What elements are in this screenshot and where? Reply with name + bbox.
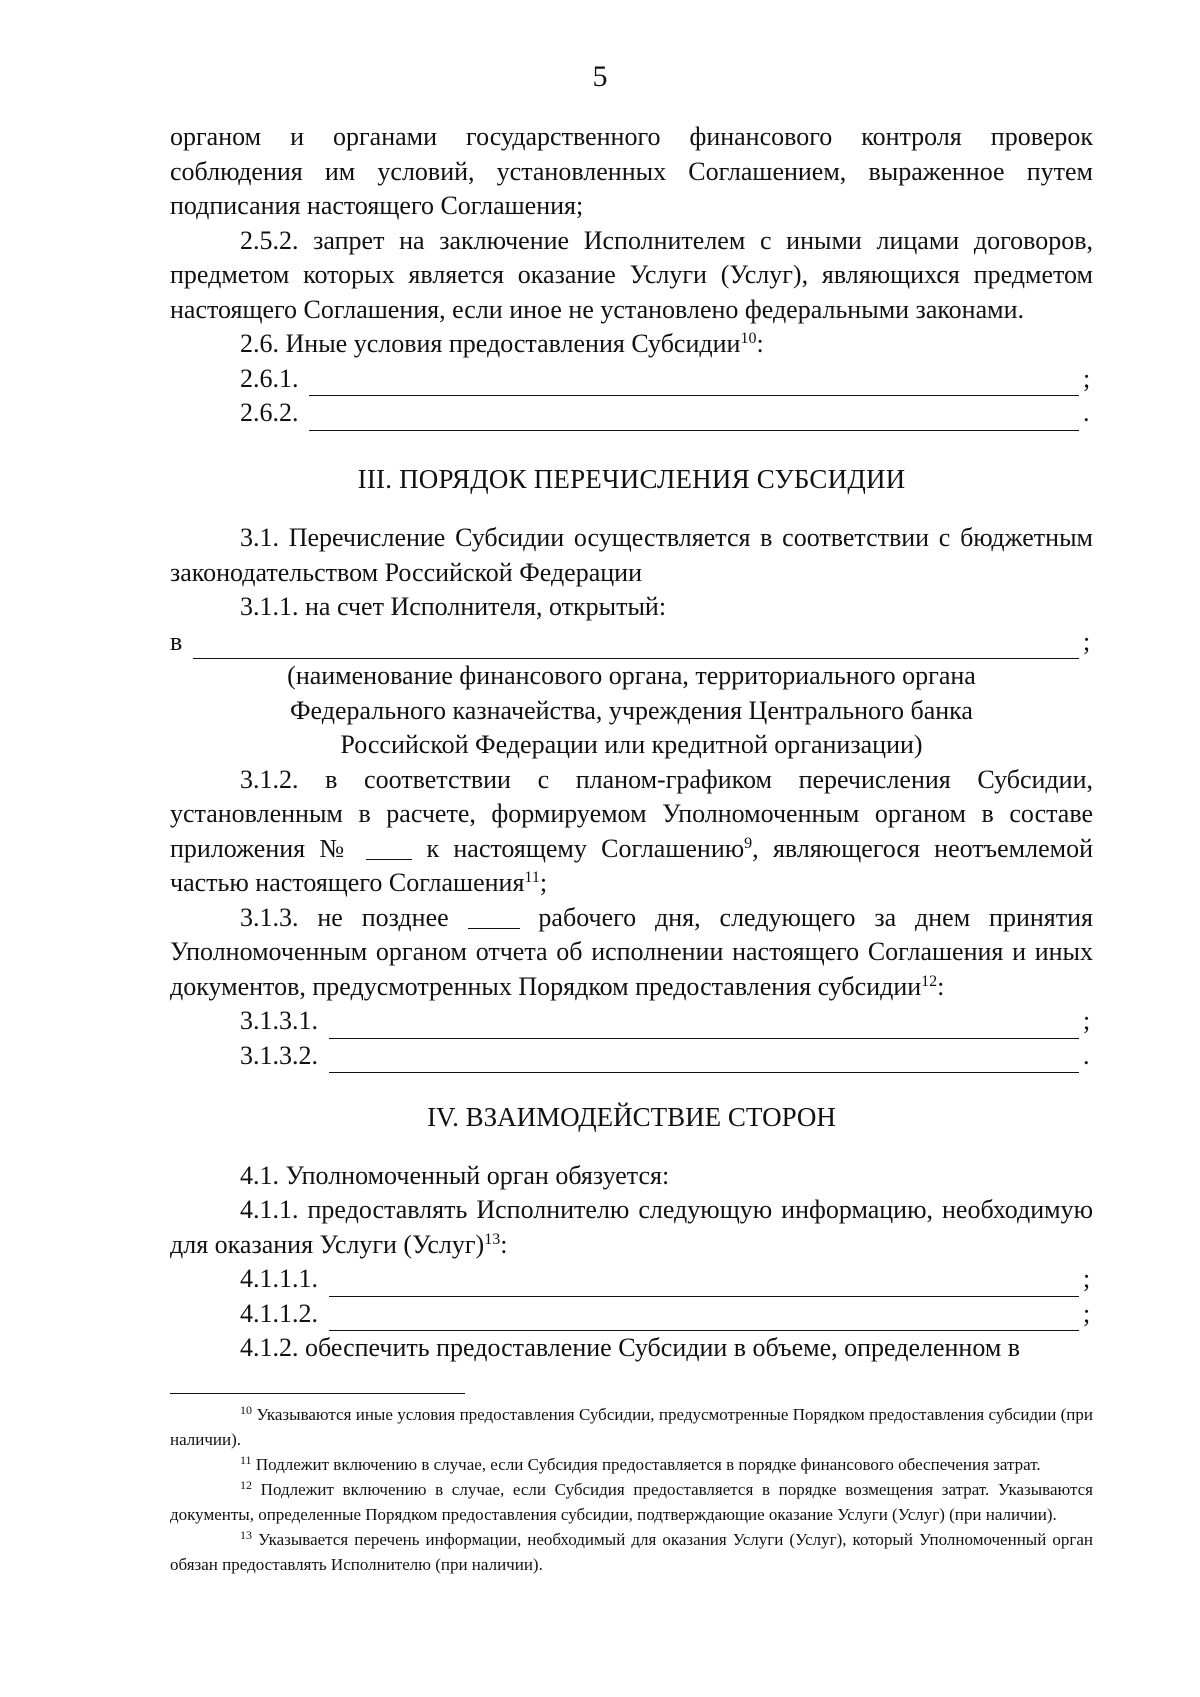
fill-line-4-1-1-2 bbox=[170, 1297, 1093, 1332]
fill-end: . bbox=[1083, 1040, 1090, 1070]
section-3-heading: III. ПОРЯДОК ПЕРЕЧИСЛЕНИЯ СУБСИДИИ bbox=[357, 463, 906, 494]
fill-label: 4.1.1.1. bbox=[240, 1264, 325, 1293]
section-4-heading: IV. ВЗАИМОДЕЙСТВИЕ СТОРОН bbox=[427, 1102, 836, 1132]
fill-label: 2.6.2. bbox=[240, 398, 305, 427]
footnote-text: Указывается перечень информации, необходимый для оказания Услуги (Услуг), который Уполномоченный орган обязан предоставлять Исполнителю (при наличии). bbox=[170, 1530, 1093, 1574]
caption-line-2: Федерального казначейства, учреждения Центрального банка bbox=[290, 695, 973, 725]
paragraph-text: 3.1.2. в соответствии с планом-графиком перечисления Субсидии, установленным в расчете, формируемом Уполномоченным органом в составе приложения № bbox=[170, 764, 1093, 863]
footnote-text: Подлежит включению в случае, если Субсидия предоставляется в порядке возмещения затрат. Указываются документы, определенные Порядком предоставления субсидии, подтверждающие оказание Услуги (Услуг) (при наличии). bbox=[170, 1480, 1093, 1524]
paragraph-text: 2.6. Иные условия предоставления Субсидии bbox=[240, 329, 741, 358]
document-body bbox=[170, 120, 1093, 1366]
fill-end: ; bbox=[1083, 626, 1091, 656]
page-number: 5 bbox=[592, 60, 608, 93]
blank-appendix-number[interactable] bbox=[366, 835, 412, 860]
fill-line-3-1-3-1 bbox=[170, 1004, 1093, 1039]
paragraph-2-6 bbox=[170, 327, 1093, 362]
footnote-number: 12 bbox=[240, 1478, 252, 1492]
fill-line-3-1-3-2 bbox=[170, 1039, 1093, 1074]
paragraph-4-1-2: 4.1.2. обеспечить предоставление Субсидии в объеме, определенном в bbox=[240, 1333, 1021, 1362]
fill-line-account-bank bbox=[170, 625, 1093, 660]
footnote-text: Подлежит включению в случае, если Субсидия предоставляется в порядке финансового обеспечения затрат. bbox=[251, 1455, 1041, 1474]
fill-end: . bbox=[1083, 398, 1090, 427]
blank-line[interactable] bbox=[329, 1269, 1080, 1297]
fill-label: 3.1.3.1. bbox=[240, 1006, 325, 1035]
fill-label: 2.6.1. bbox=[240, 363, 305, 393]
paragraph-end: ; bbox=[539, 868, 548, 897]
blank-line[interactable] bbox=[309, 403, 1079, 431]
footnote-separator bbox=[170, 1393, 465, 1394]
paragraph-text: рабочего дня, следующего за днем принятия Уполномоченным органом отчета об исполнении настоящего Соглашения и иных документов, предусмотренных Порядком предоставления субсидии bbox=[170, 902, 1093, 1001]
blank-line[interactable] bbox=[193, 631, 1079, 659]
paragraph-text: к настоящему Соглашению bbox=[412, 833, 745, 863]
footnote-ref: 9 bbox=[744, 834, 753, 852]
paragraph-4-1-1 bbox=[170, 1193, 1093, 1262]
footnote-ref: 11 bbox=[524, 869, 540, 886]
blank-line[interactable] bbox=[329, 1011, 1080, 1039]
blank-line[interactable] bbox=[309, 368, 1079, 396]
fill-label: 4.1.1.2. bbox=[240, 1298, 325, 1328]
paragraph-text: 3.1.3. не позднее bbox=[240, 902, 468, 932]
fill-line-4-1-1-1 bbox=[170, 1262, 1093, 1297]
blank-days[interactable] bbox=[468, 904, 520, 929]
caption-line-3: Российской Федерации или кредитной организации) bbox=[340, 730, 923, 759]
paragraph-end: : bbox=[937, 971, 945, 1001]
paragraph-4-1: 4.1. Уполномоченный орган обязуется: bbox=[240, 1160, 670, 1190]
fill-label: 3.1.3.2. bbox=[240, 1040, 325, 1070]
fill-line-2-6-1 bbox=[170, 362, 1093, 397]
paragraph-3-1-1: 3.1.1. на счет Исполнителя, открытый: bbox=[240, 592, 667, 621]
fill-end: ; bbox=[1083, 363, 1091, 393]
fill-label: в bbox=[170, 626, 189, 656]
footnote-10 bbox=[170, 1402, 1093, 1452]
footnote-text: Указываются иные условия предоставления Субсидии, предусмотренные Порядком предоставления субсидии (при наличии). bbox=[170, 1405, 1093, 1449]
paragraph-text: , являющегося неотъемлемой частью настоящего Соглашения bbox=[170, 833, 1093, 897]
paragraph-2-5-1-tail: органом и органами государственного финансового контроля проверок соблюдения им условий, установленных Соглашением, выраженное путем подписания настоящего Соглашения; bbox=[170, 122, 1093, 220]
footnote-ref: 12 bbox=[921, 972, 938, 990]
paragraph-3-1: 3.1. Перечисление Субсидии осуществляется в соответствии с бюджетным законодательством Российской Федерации bbox=[170, 523, 1093, 587]
fill-end: ; bbox=[1083, 1264, 1091, 1293]
paragraph-end: : bbox=[500, 1229, 508, 1259]
footnote-number: 10 bbox=[240, 1403, 252, 1417]
fill-end: ; bbox=[1083, 1006, 1091, 1035]
blank-line[interactable] bbox=[329, 1303, 1080, 1331]
caption-line-1: (наименование финансового органа, территориального органа bbox=[287, 661, 976, 690]
footnote-13 bbox=[170, 1527, 1093, 1577]
footnote-number: 13 bbox=[240, 1528, 252, 1542]
footnote-ref: 13 bbox=[484, 1230, 501, 1248]
paragraph-end: : bbox=[756, 329, 764, 358]
footnote-number: 11 bbox=[240, 1453, 252, 1467]
fill-line-2-6-2 bbox=[170, 396, 1093, 431]
footnote-11 bbox=[170, 1452, 1093, 1477]
paragraph-3-1-3 bbox=[170, 901, 1093, 1005]
paragraph-2-5-2: 2.5.2. запрет на заключение Исполнителем с иными лицами договоров, предметом которых является оказание Услуги (Услуг), являющихся предметом настоящего Соглашения, если иное не установлено федеральными законами. bbox=[170, 225, 1093, 324]
paragraph-3-1-2 bbox=[170, 763, 1093, 901]
blank-line[interactable] bbox=[329, 1045, 1080, 1073]
fill-end: ; bbox=[1083, 1298, 1091, 1328]
footnote-ref: 10 bbox=[740, 330, 757, 347]
footnote-12 bbox=[170, 1477, 1093, 1527]
paragraph-text: 4.1.1. предоставлять Исполнителю следующую информацию, необходимую для оказания Услуги (Услуг) bbox=[170, 1195, 1093, 1259]
footnotes bbox=[170, 1402, 1093, 1577]
